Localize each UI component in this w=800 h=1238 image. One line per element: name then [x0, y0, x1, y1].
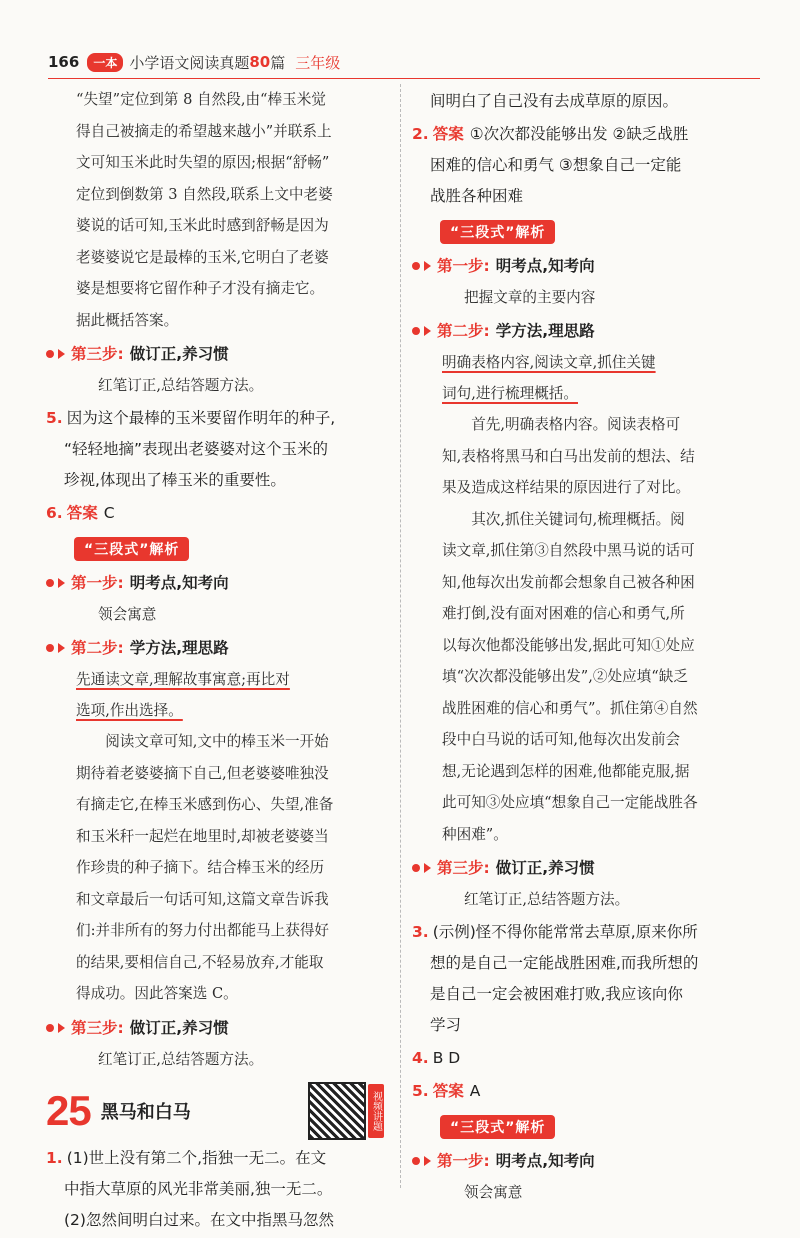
arrow-icon [58, 643, 65, 653]
step-label: 第一步: [437, 257, 490, 275]
text-line: 首先,明确表格内容。阅读表格可 [471, 416, 681, 433]
key-line: 先通读文章,理解故事寓意;再比对 [76, 671, 290, 688]
step-text: 明考点,知考向 [495, 1152, 595, 1170]
question-number: 4. [412, 1049, 429, 1067]
question-5 [46, 403, 384, 496]
continued-line: 间明白了自己没有去成草原的原因。 [430, 92, 679, 110]
bullet-icon [46, 350, 54, 358]
text-line: 此可知③处应填“想象自己一定能战胜各 [442, 794, 698, 811]
book-unit: 篇 [270, 53, 286, 72]
lesson-number: 25 [46, 1086, 91, 1134]
answer-line: ①次次都没能够出发 ②缺乏战胜 [469, 125, 689, 143]
text-line: 们:并非所有的努力付出都能马上获得好 [76, 922, 330, 939]
step-three [412, 852, 752, 884]
text-line: 和玉米秆一起烂在地里时,却被老婆婆当 [76, 827, 329, 845]
step-text: 做订正,养习惯 [495, 859, 595, 877]
left-column [46, 84, 384, 1238]
step-label: 第一步: [437, 1152, 490, 1170]
answer-line: 战胜各种困难 [430, 187, 524, 205]
step-text: 学方法,理思路 [495, 322, 595, 340]
step-text: 明考点,知考向 [129, 574, 229, 592]
step-two [412, 315, 752, 347]
question-5 [412, 1076, 752, 1107]
question-2 [412, 119, 752, 212]
answer-line: 珍视,体现出了棒玉米的重要性。 [64, 471, 286, 489]
text-line: 定位到倒数第 3 自然段,联系上文中老婆 [76, 185, 333, 203]
text-line: “失望”定位到第 8 自然段,由“棒玉米觉 [76, 91, 326, 108]
lesson-title: 黑马和白马 [100, 1101, 191, 1123]
book-title: 小学语文阅读真题 [129, 53, 250, 72]
answer-line: (1)世上没有第二个,指独一无二。在文 [66, 1148, 327, 1167]
lesson-heading [46, 1085, 384, 1137]
text-line: 阅读文章可知,文中的棒玉米一开始 [105, 733, 329, 750]
arrow-icon [424, 1156, 431, 1166]
answer-line: (示例)怪不得你能常常去草原,原来你所 [432, 923, 698, 941]
step-one [412, 250, 752, 282]
right-column [412, 84, 752, 1208]
question-number: 3. [412, 923, 429, 941]
step-body: 领会寓意 [98, 606, 157, 623]
step-label: 第三步: [437, 859, 490, 877]
answer-label: 答案 [432, 125, 464, 143]
step-one [46, 567, 384, 599]
answer-line: 中指大草原的风光非常美丽,独一无二。 [64, 1179, 333, 1198]
text-line: 读文章,抓住第③自然段中黑马说的话可 [442, 542, 695, 559]
analysis-paragraph-2 [412, 504, 752, 851]
arrow-icon [424, 863, 431, 873]
key-line: 明确表格内容,阅读文章,抓住关键 [442, 354, 656, 371]
step-text: 做订正,养习惯 [129, 345, 229, 363]
grade-label: 三年级 [295, 53, 341, 72]
question-number: 5. [412, 1082, 429, 1100]
text-line: 的结果,要相信自己,不轻易放弃,才能取 [76, 953, 324, 971]
text-line: 段中白马说的话可知,他每次出发前会 [442, 731, 681, 748]
analysis-tag: “三段式”解析 [440, 220, 555, 244]
text-line: 得成功。因此答案选 C。 [76, 985, 238, 1002]
step-one [412, 1145, 752, 1177]
answer-value: A [469, 1082, 481, 1100]
key-method [412, 347, 752, 409]
step-text: 明考点,知考向 [495, 257, 595, 275]
text-line: 知,他每次出发前都会想象自己被各种困 [442, 573, 695, 591]
step-three [46, 338, 384, 370]
text-line: 战胜困难的信心和勇气”。抓住第④自然 [442, 699, 698, 717]
text-line: 其次,抓住关键词句,梳理概括。阅 [471, 510, 685, 528]
bullet-icon [46, 1024, 54, 1032]
bullet-icon [46, 579, 54, 587]
answer-label: 答案 [432, 1082, 464, 1100]
step-body: 领会寓意 [464, 1184, 523, 1201]
text-line: 果及造成这样结果的原因进行了对比。 [442, 479, 691, 496]
qr-code-icon[interactable] [308, 1082, 366, 1140]
step-body: 红笔订正,总结答题方法。 [98, 377, 264, 394]
header-rule [48, 78, 760, 79]
intro-explanation [46, 84, 384, 336]
text-line: 得自己被摘走的希望越来越小”并联系上 [76, 122, 332, 140]
step-body: 红笔订正,总结答题方法。 [98, 1050, 264, 1068]
answer-line: 想的是自己一定能战胜困难,而我所想的 [430, 954, 699, 972]
text-line: 想,无论遇到怎样的困难,他都能克服,据 [442, 762, 690, 780]
step-label: 第一步: [71, 574, 124, 592]
key-line: 词句,进行梳理概括。 [442, 385, 578, 402]
bullet-icon [412, 864, 420, 872]
step-label: 第二步: [437, 322, 490, 340]
page-header [48, 50, 340, 74]
question-1 [46, 1143, 384, 1236]
question-number: 5. [46, 409, 63, 427]
bullet-icon [412, 1157, 420, 1165]
arrow-icon [424, 261, 431, 271]
step-three [46, 1012, 384, 1044]
text-line: 据此概括答案。 [76, 311, 179, 329]
text-line: 难打倒,没有面对困难的信心和勇气,所 [442, 605, 685, 622]
text-line: 作珍贵的种子摘下。结合棒玉米的经历 [76, 859, 325, 876]
analysis-paragraph-1 [412, 409, 752, 504]
question-number: 6. [46, 504, 63, 522]
answer-label: 答案 [66, 504, 98, 522]
text-line: 文可知玉米此时失望的原因;根据“舒畅” [76, 154, 330, 171]
answer-line: 学习 [430, 1016, 462, 1034]
question-3 [412, 917, 752, 1041]
analysis-tag: “三段式”解析 [440, 1115, 555, 1139]
answer-line: 困难的信心和勇气 ③想象自己一定能 [430, 156, 682, 174]
text-line: 种困难”。 [442, 825, 508, 843]
answer-line: (2)忽然间明白过来。在文中指黑马忽然 [64, 1210, 334, 1229]
question-6 [46, 498, 384, 529]
text-line: 和文章最后一句话可知,这篇文章告诉我 [76, 890, 329, 908]
bullet-icon [412, 262, 420, 270]
answer-line: 是自己一定会被困难打败,我应该向你 [430, 985, 683, 1003]
text-line: 填“次次都没能够出发”,②处应填“缺乏 [442, 668, 688, 685]
arrow-icon [58, 349, 65, 359]
bullet-icon [46, 644, 54, 652]
step-body: 红笔订正,总结答题方法。 [464, 891, 630, 908]
book-count: 80 [249, 53, 271, 71]
question-number: 1. [46, 1148, 63, 1167]
step-text: 学方法,理思路 [129, 639, 229, 657]
text-line: 婆说的话可知,玉米此时感到舒畅是因为 [76, 217, 329, 234]
step-label: 第三步: [71, 1018, 124, 1037]
analysis-tag: “三段式”解析 [74, 537, 189, 561]
key-line: 选项,作出选择。 [76, 702, 183, 719]
question-4 [412, 1043, 752, 1074]
video-label: 视频讲题 [368, 1084, 384, 1138]
step-label: 第二步: [71, 639, 124, 657]
text-line: 期待着老婆婆摘下自己,但老婆婆唯独没 [76, 764, 329, 782]
brand-badge: 一本 [87, 53, 123, 72]
text-line: 有摘走它,在棒玉米感到伤心、失望,准备 [76, 796, 334, 813]
column-divider [400, 84, 402, 1188]
text-line: 知,表格将黑马和白马出发前的想法、结 [442, 447, 695, 465]
arrow-icon [58, 1023, 65, 1033]
text-line: 老婆婆说它是最棒的玉米,它明白了老婆 [76, 248, 329, 266]
step-text: 做订正,养习惯 [129, 1018, 229, 1037]
step-body: 把握文章的主要内容 [464, 289, 596, 306]
page-number: 166 [48, 53, 80, 71]
answer-line: 因为这个最棒的玉米要留作明年的种子, [66, 409, 336, 427]
answer-line: “轻轻地摘”表现出老婆婆对这个玉米的 [64, 440, 329, 458]
text-line: 婆是想要将它留作种子才没有摘走它。 [76, 280, 325, 297]
step-label: 第三步: [71, 345, 124, 363]
question-number: 2. [412, 125, 429, 143]
arrow-icon [58, 578, 65, 588]
arrow-icon [424, 326, 431, 336]
step-two [46, 632, 384, 664]
answer-value: C [103, 504, 115, 522]
text-line: 以每次他都没能够出发,据此可知①处应 [442, 636, 695, 654]
analysis-paragraph [46, 726, 384, 1010]
answer-value: B D [432, 1049, 461, 1067]
bullet-icon [412, 327, 420, 335]
key-method [46, 664, 384, 726]
